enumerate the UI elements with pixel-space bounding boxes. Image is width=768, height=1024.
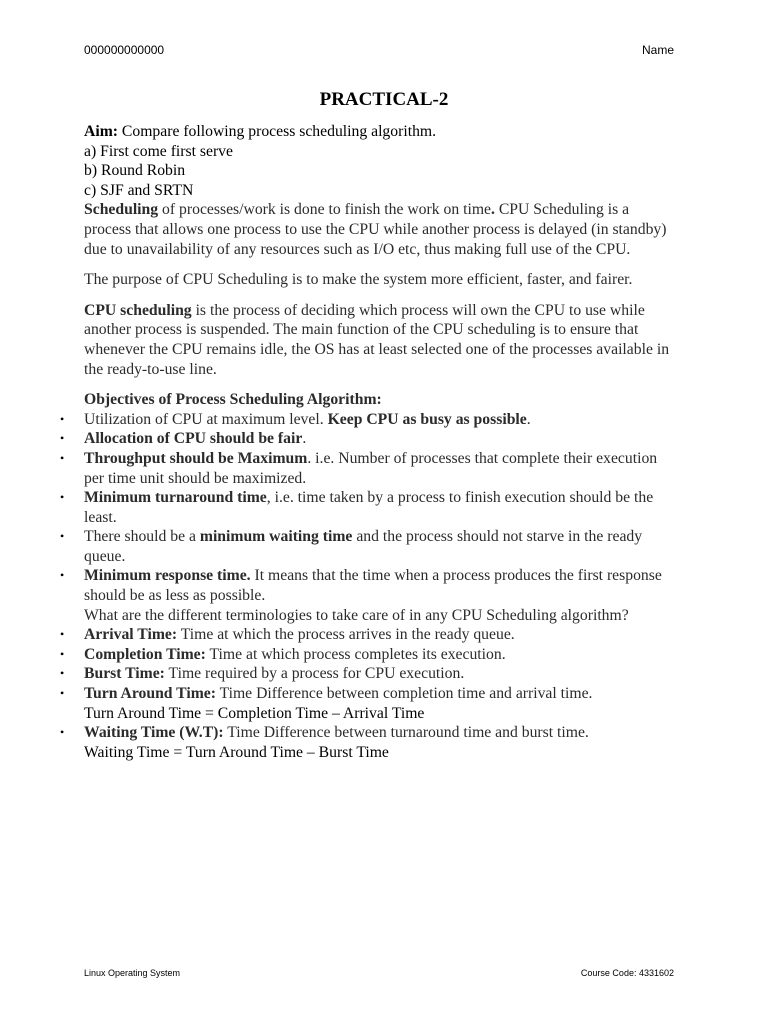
bullet-icon: •	[60, 450, 65, 465]
aim-label: Aim:	[84, 123, 118, 140]
term-label: Waiting Time (W.T):	[84, 724, 224, 742]
list-item	[60, 449, 674, 488]
turnaround-formula: Turn Around Time = Completion Time – Arrival Time	[84, 704, 425, 722]
item-bold: Minimum response time.	[84, 567, 251, 585]
list-item	[60, 664, 674, 684]
term-text: Time Difference between turnaround time and burst time.	[223, 724, 589, 742]
term-label: Completion Time:	[84, 645, 206, 663]
list-item	[60, 684, 674, 704]
item-text: . i.e. Number of processes that complete their execution per time unit should be maximized.	[84, 449, 658, 487]
page-title: PRACTICAL-2	[319, 89, 449, 110]
term-label: Arrival Time:	[84, 626, 178, 644]
objectives-heading-text: Objectives of Process Scheduling Algorithm:	[84, 391, 382, 409]
terms-list	[60, 625, 674, 703]
objectives-list	[60, 410, 674, 606]
item-text: There should be a	[84, 528, 200, 546]
item-text: and the process should not starve in the ready queue.	[84, 528, 643, 565]
aim-item-b: b) Round Robin	[84, 162, 186, 180]
term-label: Turn Around Time:	[84, 685, 216, 703]
scheduling-dot: .	[491, 201, 495, 219]
bullet-icon: •	[60, 725, 65, 740]
list-item	[60, 566, 674, 605]
footer-course-name: Linux Operating System	[84, 968, 181, 978]
item-text: .	[526, 410, 531, 428]
list-item	[60, 527, 674, 566]
cpu-scheduling-paragraph	[84, 301, 674, 379]
item-text: .	[302, 430, 307, 448]
item-bold: Throughput should be Maximum	[84, 449, 308, 467]
item-bold: Allocation of CPU should be fair	[84, 430, 303, 448]
aim-line	[84, 122, 674, 142]
item-text: Utilization of CPU at maximum level.	[84, 410, 328, 428]
item-bold: Minimum turnaround time	[84, 489, 267, 507]
objectives-heading	[84, 390, 674, 410]
bullet-icon: •	[60, 411, 65, 426]
aim-text: Compare following process scheduling algorithm.	[117, 123, 437, 140]
cpu-scheduling-text: is the process of deciding which process will own the CPU to use while another process is suspended. The main function of the CPU scheduling is to ensure that whenever the CPU remains idle, the OS has at least selected one of the processes available in the ready-to-use line.	[84, 301, 670, 378]
purpose-paragraph: The purpose of CPU Scheduling is to make the system more efficient, faster, and fairer.	[84, 271, 633, 289]
bullet-icon: •	[60, 568, 65, 583]
aim-item-c: c) SJF and SRTN	[84, 181, 194, 199]
bullet-icon: •	[60, 529, 65, 544]
term-text: Time at which process completes its execution.	[205, 645, 506, 663]
term-label: Burst Time:	[84, 665, 165, 683]
list-item	[60, 625, 674, 645]
cpu-scheduling-bold: CPU scheduling	[84, 301, 192, 319]
footer-course-code: Course Code: 4331602	[580, 968, 674, 978]
bullet-icon: •	[60, 666, 65, 681]
terminology-question: What are the different terminologies to take care of in any CPU Scheduling algorithm?	[84, 606, 629, 624]
list-item	[60, 488, 674, 527]
bullet-icon: •	[60, 431, 65, 446]
item-text: , i.e. time taken by a process to finish execution should be the least.	[84, 489, 654, 526]
waiting-list	[60, 723, 674, 743]
header-name: Name	[641, 43, 674, 57]
bullet-icon: •	[60, 646, 65, 661]
list-item	[60, 645, 674, 665]
term-text: Time Difference between completion time and arrival time.	[215, 685, 593, 703]
waiting-formula: Waiting Time = Turn Around Time – Burst Time	[84, 743, 389, 761]
item-bold: minimum waiting time	[199, 528, 353, 546]
list-item	[60, 429, 674, 449]
header-id: 000000000000	[84, 43, 165, 57]
bullet-icon: •	[60, 490, 65, 505]
aim-item-a: a) First come first serve	[84, 142, 233, 160]
scheduling-bold: Scheduling	[84, 201, 159, 219]
list-item	[60, 410, 674, 430]
list-item	[60, 723, 674, 743]
bullet-icon: •	[60, 686, 65, 701]
term-text: Time at which the process arrives in the ready queue.	[177, 626, 515, 644]
scheduling-paragraph	[84, 200, 674, 259]
item-bold: Keep CPU as busy as possible	[327, 410, 527, 428]
scheduling-text-1: of processes/work is done to finish the work on time	[158, 201, 491, 219]
bullet-icon: •	[60, 627, 65, 642]
term-text: Time required by a process for CPU execution.	[164, 665, 465, 683]
document-body	[60, 122, 674, 762]
item-text: It means that the time when a process produces the first response should be as less as possible.	[84, 567, 662, 605]
scheduling-text-2: CPU Scheduling is a process that allows one process to use the CPU while another process is delayed (in standby) due to unavailability of any resources such as I/O etc, thus making full use of the CPU.	[84, 201, 667, 258]
